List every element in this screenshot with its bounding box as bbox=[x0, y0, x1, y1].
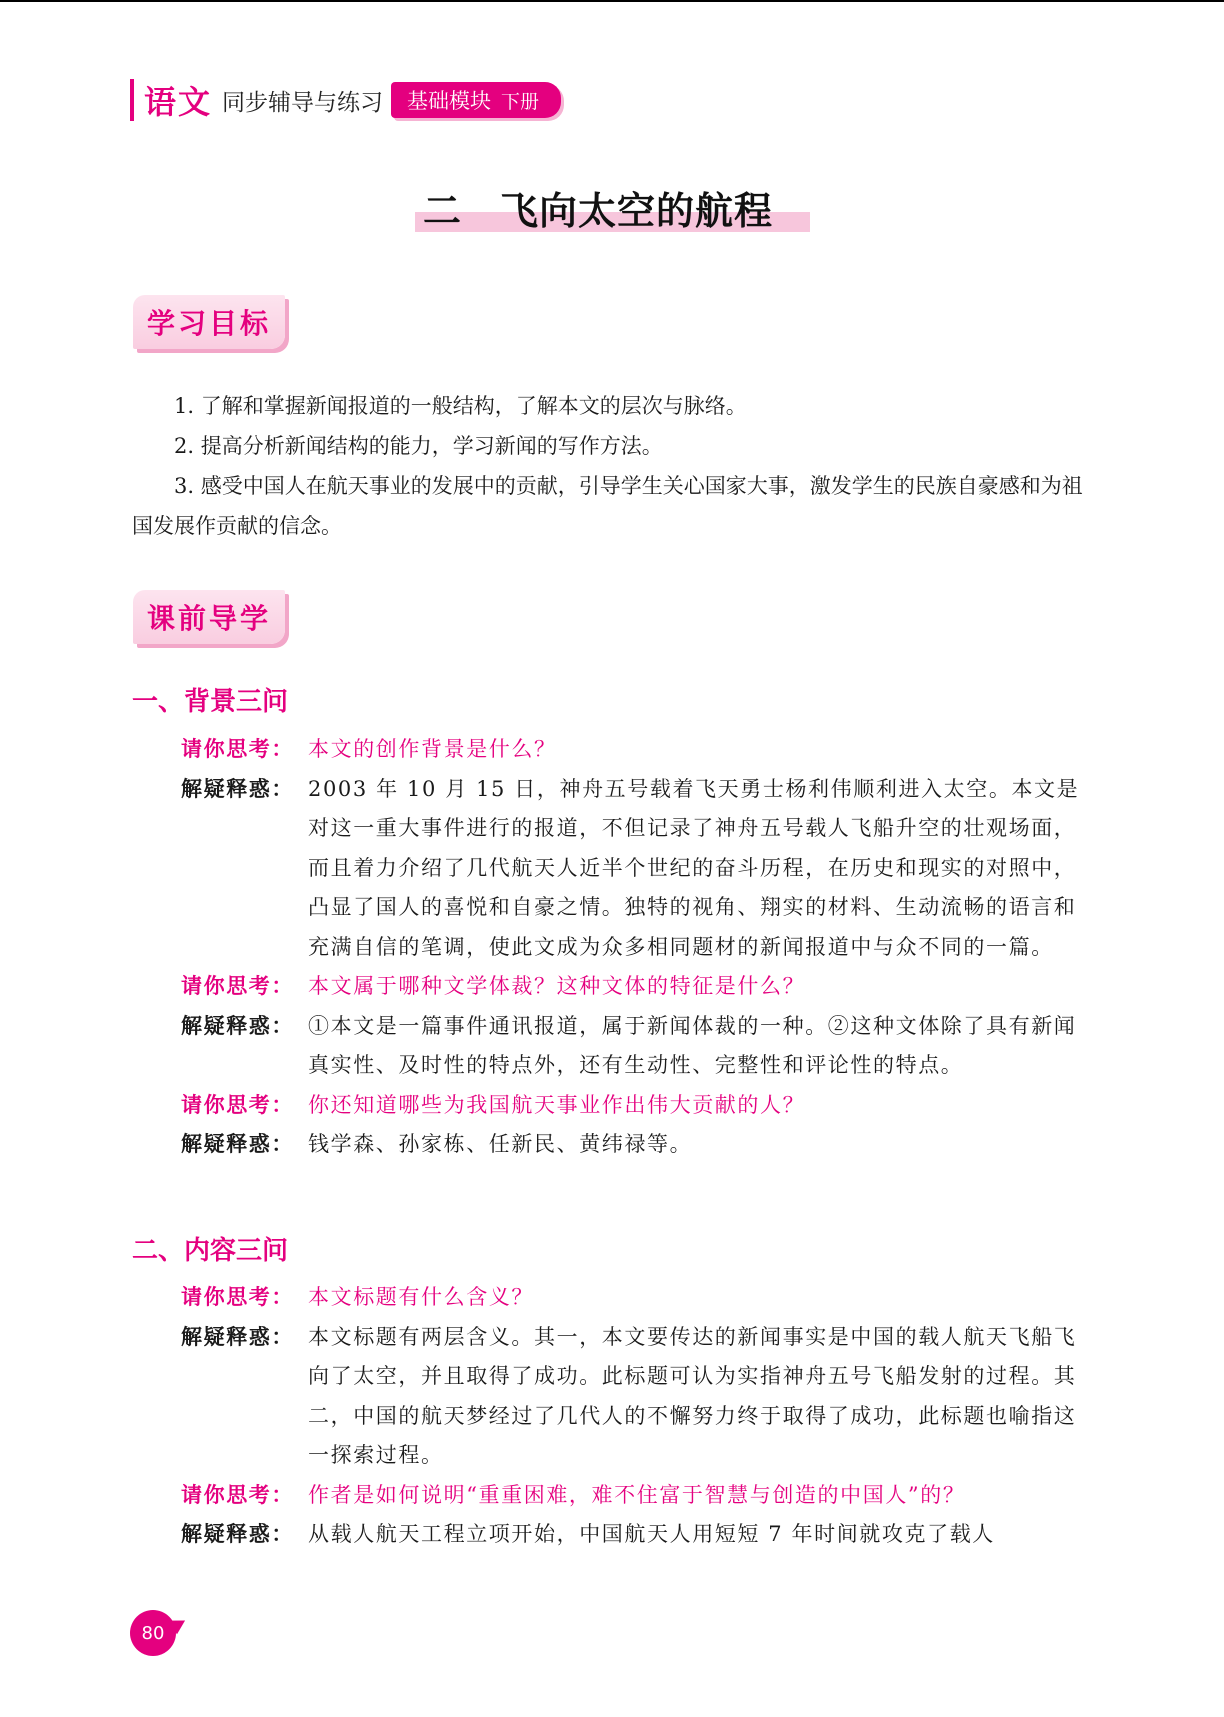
answer-label: 解疑释惑： bbox=[181, 776, 294, 801]
answer-row bbox=[181, 1318, 1093, 1476]
question-row bbox=[181, 1278, 1093, 1318]
objective-item: 3. 感受中国人在航天事业的发展中的贡献，引导学生关心国家大事，激发学生的民族自豪感和为祖国发展作贡献的信念。 bbox=[132, 474, 1083, 538]
question-label: 请你思考： bbox=[181, 1092, 294, 1117]
question-label: 请你思考： bbox=[181, 1285, 294, 1309]
running-header bbox=[130, 78, 561, 122]
subheading-background: 一、背景三问 bbox=[132, 687, 289, 717]
answer-label: 解疑释惑： bbox=[181, 1324, 294, 1349]
answer-text: ①本文是一篇事件通讯报道，属于新闻体裁的一种。②这种文体除了具有新闻真实性、及时性的特点外，还有生动性、完整性和评论性的特点。 bbox=[308, 1013, 1077, 1077]
lesson-title-text: 飞向太空的航程 bbox=[500, 189, 774, 233]
answer-text: 本文标题有两层含义。其一，本文要传达的新闻事实是中国的载人航天飞船飞向了太空，并且取得了成功。此标题可认为实指神舟五号飞船发射的过程。其二，中国的航天梦经过了几代人的不懈努力终于取得了成功，此标题也喻指这一探索过程。 bbox=[308, 1324, 1077, 1467]
answer-label: 解疑释惑： bbox=[181, 1132, 294, 1156]
section-tag-preview: 课前导学 bbox=[133, 590, 285, 644]
lesson-title-block bbox=[415, 180, 810, 236]
section-tag-objectives: 学习目标 bbox=[133, 295, 285, 349]
answer-text: 2003 年 10 月 15 日，神舟五号载着飞天勇士杨利伟顺利进入太空。本文是对这一重大事件进行的报道，不但记录了神舟五号载人飞船升空的壮观场面，而且着力介绍了几代航天人近半个世纪的奋斗历程，在历史和现实的对照中，凸显了国人的喜悦和自豪之情。独特的视角、翔实的材料、生动流畅的语言和充满自信的笔调，使此文成为众多相同题材的新闻报道中与众不同的一篇。 bbox=[308, 776, 1080, 959]
page-number: 80 bbox=[130, 1610, 176, 1656]
answer-row bbox=[181, 1125, 1093, 1165]
top-border bbox=[0, 0, 1224, 2]
header-accent-bar bbox=[130, 79, 134, 121]
question-text: 本文标题有什么含义？ bbox=[308, 1285, 534, 1309]
question-text: 你还知道哪些为我国航天事业作出伟大贡献的人？ bbox=[308, 1092, 806, 1117]
question-row bbox=[181, 967, 1093, 1007]
qa-block-content bbox=[181, 1278, 1093, 1555]
header-subject: 语文 bbox=[144, 83, 213, 121]
question-text: 本文的创作背景是什么？ bbox=[308, 737, 557, 761]
objective-item: 1. 了解和掌握新闻报道的一般结构，了解本文的层次与脉络。 bbox=[174, 394, 747, 418]
lesson-title bbox=[423, 180, 773, 235]
answer-label: 解疑释惑： bbox=[181, 1522, 294, 1546]
question-row bbox=[181, 1086, 1093, 1126]
lesson-number: 二 bbox=[423, 189, 463, 233]
question-label: 请你思考： bbox=[181, 1482, 294, 1507]
objectives-list bbox=[132, 386, 1096, 546]
answer-row bbox=[181, 1515, 1093, 1555]
answer-label: 解疑释惑： bbox=[181, 1013, 294, 1038]
question-row bbox=[181, 730, 1093, 770]
header-series: 同步辅导与练习 bbox=[222, 89, 384, 116]
answer-row bbox=[181, 770, 1093, 968]
question-label: 请你思考： bbox=[181, 737, 294, 761]
question-row bbox=[181, 1476, 1093, 1516]
header-volume: 下册 bbox=[501, 91, 540, 113]
question-label: 请你思考： bbox=[181, 974, 294, 998]
answer-row bbox=[181, 1007, 1093, 1086]
question-text: 作者是如何说明“重重困难，难不住富于智慧与创造的中国人”的？ bbox=[308, 1482, 966, 1507]
answer-text: 从载人航天工程立项开始，中国航天人用短短 7 年时间就攻克了载人 bbox=[308, 1522, 995, 1546]
header-module-badge bbox=[391, 82, 561, 118]
subheading-content: 二、内容三问 bbox=[132, 1236, 289, 1266]
question-text: 本文属于哪种文学体裁？这种文体的特征是什么？ bbox=[308, 974, 806, 998]
header-module: 基础模块 bbox=[407, 89, 492, 113]
objective-item: 2. 提高分析新闻结构的能力，学习新闻的写作方法。 bbox=[174, 434, 663, 458]
qa-block-background bbox=[181, 730, 1093, 1165]
answer-text: 钱学森、孙家栋、任新民、黄纬禄等。 bbox=[308, 1132, 693, 1156]
